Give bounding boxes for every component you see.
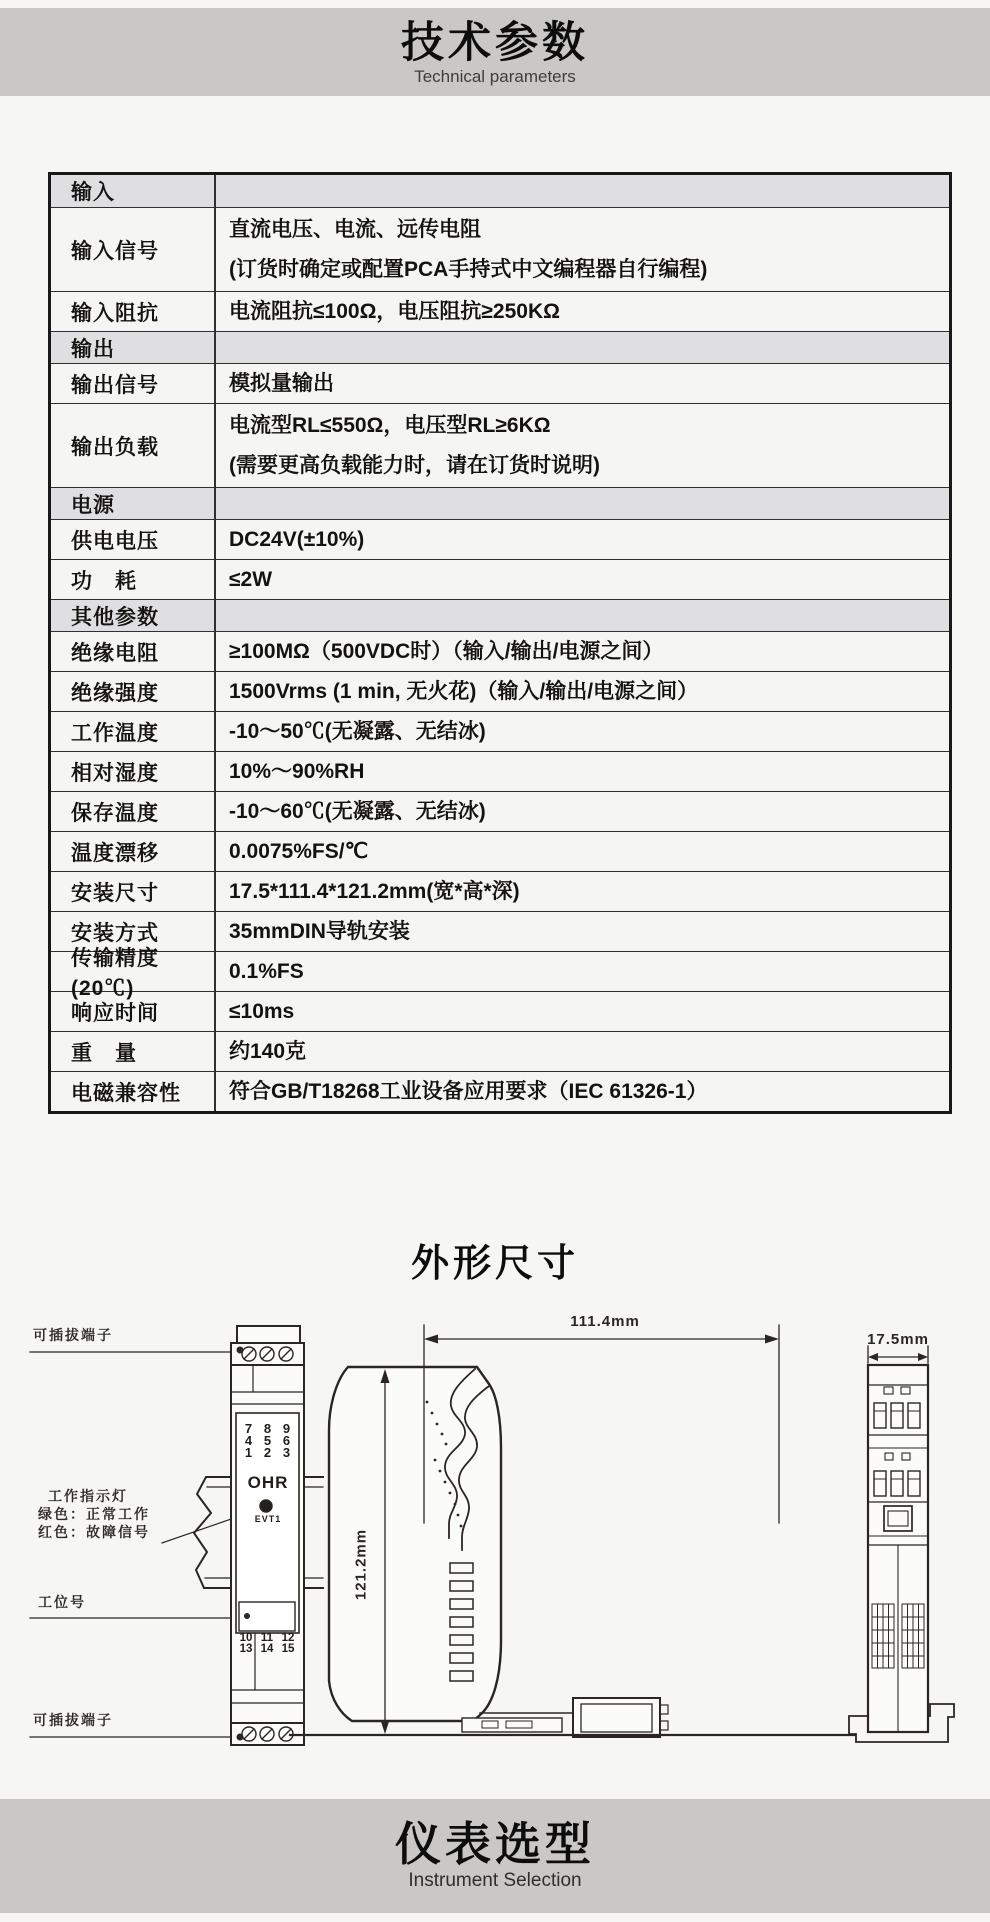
terminal-number: 3 bbox=[282, 1445, 291, 1460]
spec-section-label: 输入 bbox=[71, 181, 115, 204]
spec-value bbox=[214, 712, 949, 751]
spec-section-spacer bbox=[214, 600, 949, 631]
spec-value bbox=[214, 952, 949, 991]
dimensions-section-title: 外形尺寸 bbox=[410, 1243, 579, 1285]
spec-value-line: (订货时确定或配置PCA手持式中文编程器自行编程) bbox=[229, 257, 708, 281]
spec-value bbox=[214, 992, 949, 1031]
terminal-number: 11 bbox=[260, 1632, 274, 1644]
spec-row bbox=[51, 791, 949, 831]
terminal-number: 9 bbox=[282, 1421, 291, 1436]
spec-value-line: 模拟量输出 bbox=[229, 371, 334, 395]
header-banner bbox=[0, 8, 990, 96]
spec-label: 传输精度(20℃) bbox=[71, 946, 159, 1000]
brand-logo: OHR bbox=[247, 1473, 289, 1492]
spec-label: 工作温度 bbox=[71, 721, 159, 745]
terminal-number: 4 bbox=[244, 1433, 253, 1448]
spec-value bbox=[214, 1072, 949, 1111]
spec-value-line: 符合GB/T18268工业设备应用要求（IEC 61326-1） bbox=[229, 1079, 708, 1103]
spec-label: 相对湿度 bbox=[71, 761, 159, 785]
spec-row bbox=[51, 871, 949, 911]
spec-label: 响应时间 bbox=[71, 1001, 159, 1025]
front-view-drawing bbox=[231, 1326, 304, 1745]
spec-row bbox=[51, 991, 949, 1031]
width-dimension-label: 111.4mm bbox=[570, 1313, 640, 1330]
height-dimension-label: 121.2mm bbox=[352, 1528, 370, 1601]
spec-value-line: 约140克 bbox=[229, 1039, 307, 1063]
spec-label: 绝缘电阻 bbox=[71, 641, 159, 665]
led-indicator-icon bbox=[260, 1500, 272, 1512]
spec-row bbox=[51, 403, 949, 487]
spec-value-line: 直流电压、电流、远传电阻 bbox=[229, 217, 481, 241]
spec-label: 保存温度 bbox=[71, 801, 159, 825]
spec-value-line: 1500Vrms (1 min, 无火花)（输入/输出/电源之间） bbox=[229, 679, 699, 703]
page-subtitle: Technical parameters bbox=[414, 67, 576, 86]
spec-row bbox=[51, 671, 949, 711]
screw-terminal-icons-top bbox=[242, 1347, 293, 1361]
spec-row bbox=[51, 711, 949, 751]
spec-section-spacer bbox=[214, 488, 949, 519]
pluggable-terminal-bottom-label: 可插拔端子 bbox=[33, 1712, 113, 1728]
depth-dimension-label: 17.5mm bbox=[867, 1331, 929, 1348]
spec-value-line: ≤10ms bbox=[229, 999, 295, 1023]
outline-dimension-drawings bbox=[0, 1315, 990, 1795]
indicator-legend-line1: 工作指示灯 bbox=[48, 1488, 128, 1504]
spec-value bbox=[214, 1032, 949, 1071]
spec-section-row bbox=[51, 331, 949, 363]
spec-value-line: ≤2W bbox=[229, 567, 273, 591]
page-title: 技术参数 bbox=[401, 19, 589, 67]
spec-value-line: (需要更高负载能力时，请在订货时说明) bbox=[229, 453, 600, 477]
spec-row bbox=[51, 831, 949, 871]
spec-label: 绝缘强度 bbox=[71, 681, 159, 705]
spec-value bbox=[214, 632, 949, 671]
spec-value bbox=[214, 364, 949, 403]
spec-value-line: ≥100MΩ（500VDC时）（输入/输出/电源之间） bbox=[229, 639, 664, 663]
spec-value-line: -10～50℃(无凝露、无结冰) bbox=[229, 719, 486, 743]
pluggable-terminal-top-label: 可插拔端子 bbox=[33, 1327, 113, 1343]
spec-value-line: 0.1%FS bbox=[229, 959, 304, 983]
terminal-number: 14 bbox=[260, 1643, 274, 1655]
terminal-number: 15 bbox=[281, 1643, 295, 1655]
terminal-numbers-top bbox=[239, 1423, 296, 1459]
spec-section-row bbox=[51, 175, 949, 207]
spec-value bbox=[214, 560, 949, 599]
terminal-number: 5 bbox=[263, 1433, 272, 1448]
spec-label: 安装方式 bbox=[71, 921, 159, 945]
spec-label: 温度漂移 bbox=[71, 841, 159, 865]
vent-slots bbox=[450, 1563, 473, 1681]
spec-value-line: DC24V(±10%) bbox=[229, 527, 365, 551]
spec-label: 重 量 bbox=[71, 1041, 137, 1065]
terminal-numbers-bottom bbox=[236, 1633, 298, 1655]
terminal-number: 1 bbox=[244, 1445, 253, 1460]
screw-terminal-icons-bottom bbox=[242, 1727, 293, 1741]
terminal-number: 13 bbox=[239, 1643, 253, 1655]
spec-row bbox=[51, 1031, 949, 1071]
spec-section-spacer bbox=[214, 332, 949, 363]
spec-row bbox=[51, 631, 949, 671]
spec-value bbox=[214, 752, 949, 791]
indicator-legend-line3: 红色：故障信号 bbox=[38, 1524, 150, 1540]
spec-row bbox=[51, 751, 949, 791]
spec-value bbox=[214, 520, 949, 559]
terminal-number: 8 bbox=[263, 1421, 272, 1436]
spec-row bbox=[51, 291, 949, 331]
terminal-number: 2 bbox=[263, 1445, 272, 1460]
terminal-number: 12 bbox=[281, 1632, 295, 1644]
spec-label: 供电电压 bbox=[71, 529, 159, 553]
terminal-number-row bbox=[236, 1644, 298, 1655]
din-clip bbox=[573, 1698, 668, 1737]
spec-row bbox=[51, 207, 949, 291]
spec-label: 输出负载 bbox=[71, 435, 159, 459]
terminal-number: 10 bbox=[239, 1632, 253, 1644]
spec-row bbox=[51, 519, 949, 559]
spec-row bbox=[51, 363, 949, 403]
spec-section-label: 其他参数 bbox=[71, 605, 159, 629]
footer-banner bbox=[0, 1799, 990, 1913]
spec-row bbox=[51, 946, 949, 1000]
spec-row bbox=[51, 1071, 949, 1111]
spec-value-line: 35mmDIN导轨安装 bbox=[229, 919, 410, 943]
spec-label: 输入阻抗 bbox=[71, 301, 159, 325]
spec-value bbox=[214, 832, 949, 871]
spec-label: 输入信号 bbox=[71, 239, 159, 263]
spec-row bbox=[51, 559, 949, 599]
spec-section-label: 电源 bbox=[71, 493, 115, 517]
spec-table bbox=[48, 172, 952, 1114]
spec-value-line: 17.5*111.4*121.2mm(宽*高*深) bbox=[229, 879, 520, 903]
station-number-label: 工位号 bbox=[38, 1594, 86, 1610]
spec-section-label: 输出 bbox=[71, 337, 115, 361]
spec-value bbox=[214, 872, 949, 911]
spec-value-line: -10～60℃(无凝露、无结冰) bbox=[229, 799, 486, 823]
led-label: EVT1 bbox=[254, 1514, 282, 1524]
terminal-number: 6 bbox=[282, 1433, 291, 1448]
spec-label: 安装尺寸 bbox=[71, 881, 159, 905]
spec-section-spacer bbox=[214, 175, 949, 207]
spec-section-row bbox=[51, 487, 949, 519]
spec-label: 输出信号 bbox=[71, 373, 159, 397]
spec-value bbox=[214, 672, 949, 711]
spec-value bbox=[214, 792, 949, 831]
spec-value bbox=[214, 208, 949, 291]
indicator-legend bbox=[38, 1487, 150, 1541]
spec-label: 功 耗 bbox=[71, 569, 137, 593]
spec-value-line: 10%～90%RH bbox=[229, 759, 365, 783]
spec-label: 电磁兼容性 bbox=[71, 1081, 181, 1105]
spec-section-row bbox=[51, 599, 949, 631]
spec-value bbox=[214, 404, 949, 487]
spec-value-line: 电流型RL≤550Ω，电压型RL≥6KΩ bbox=[229, 413, 551, 437]
end-view-drawing bbox=[849, 1365, 954, 1742]
spec-value bbox=[214, 912, 949, 951]
terminal-number: 7 bbox=[244, 1421, 253, 1436]
terminal-number-row bbox=[239, 1447, 296, 1459]
footer-title: 仪表选型 bbox=[395, 1818, 595, 1870]
indicator-legend-line2: 绿色：正常工作 bbox=[38, 1506, 150, 1522]
side-view-drawing bbox=[290, 1367, 875, 1737]
spec-value bbox=[214, 292, 949, 331]
spec-value-line: 电流阻抗≤100Ω，电压阻抗≥250KΩ bbox=[229, 299, 560, 323]
spec-value-line: 0.0075%FS/℃ bbox=[229, 839, 369, 863]
footer-subtitle: Instrument Selection bbox=[408, 1870, 582, 1891]
